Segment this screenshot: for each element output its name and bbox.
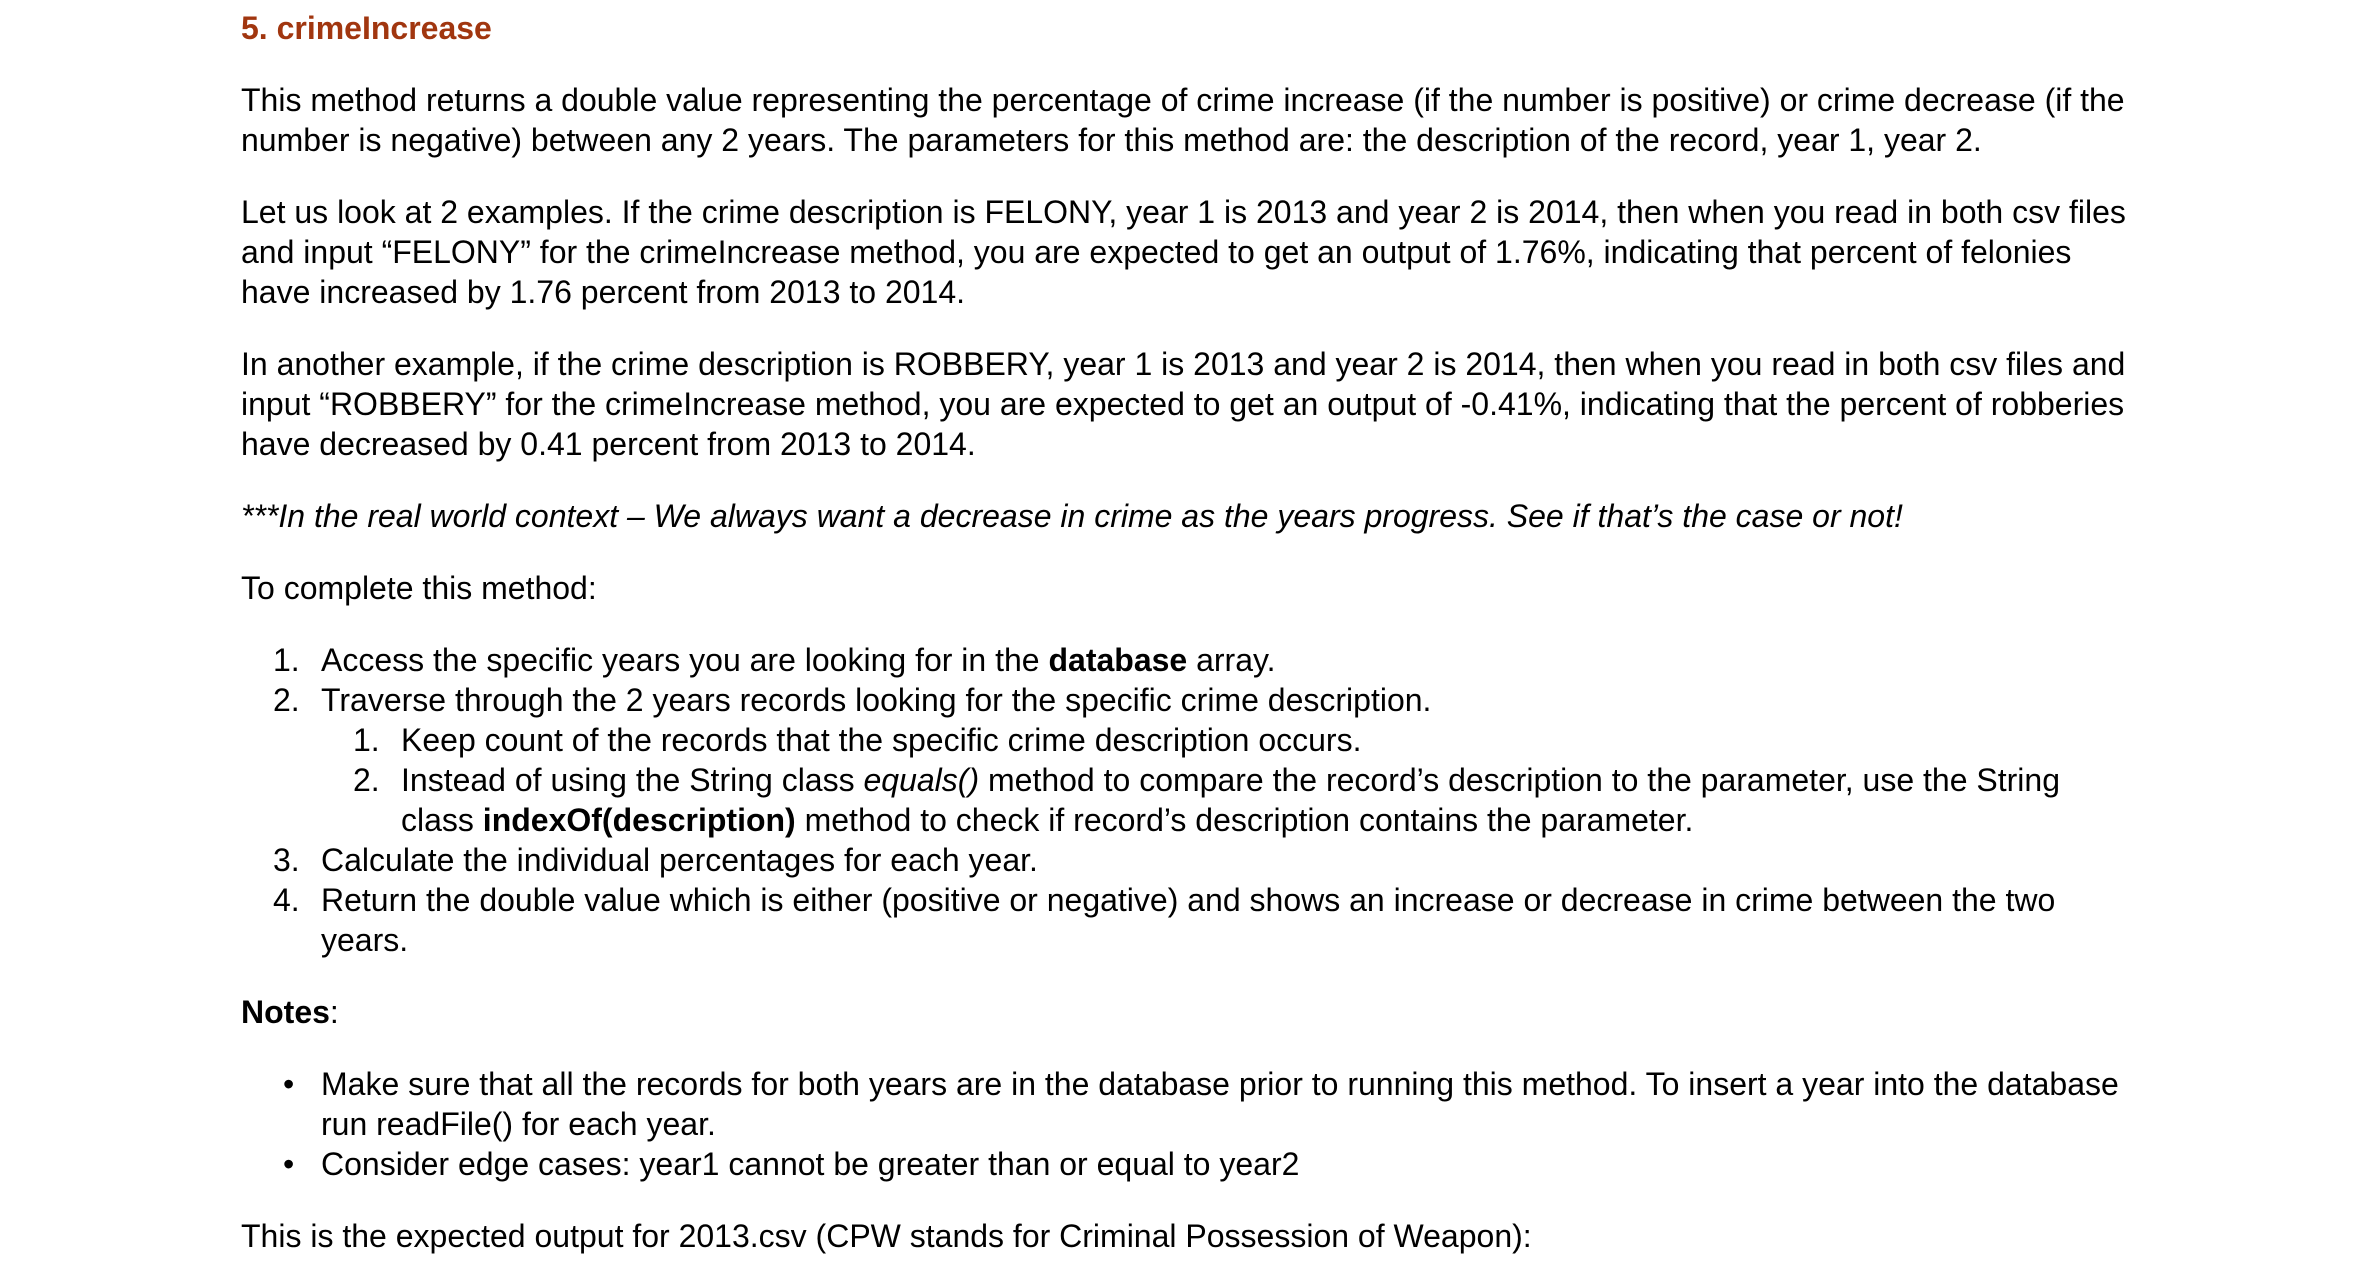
substep-text: Keep count of the records that the specific crime description occurs.: [401, 722, 1362, 758]
step-text: Return the double value which is either (positive or negative) and shows an increase or decrease in crime between the two years.: [321, 882, 2056, 958]
paragraph-steps-intro: To complete this method:: [241, 570, 597, 606]
section-heading: 5. crimeIncrease: [241, 10, 492, 46]
step-item-4: [241, 880, 2141, 960]
step-number: 4.: [273, 882, 300, 918]
step-item-1: [241, 640, 2141, 680]
notes-list: [241, 1064, 2141, 1184]
paragraph-real-world-note: ***In the real world context – We always want a decrease in crime as the years progress. See if that’s the case or not!: [241, 498, 1903, 534]
step-number: 2.: [273, 682, 300, 718]
substep-number: 1.: [353, 722, 380, 758]
bullet-icon: •: [283, 1066, 295, 1102]
steps-list: [241, 640, 2141, 960]
step-text: Calculate the individual percentages for each year.: [321, 842, 1038, 878]
substep-item-1: [321, 720, 2141, 760]
step-number: 1.: [273, 642, 300, 678]
note-text: Make sure that all the records for both years are in the database prior to running this method. To insert a year into the database run readFile() for each year.: [321, 1066, 2119, 1142]
step-item-2: [241, 680, 2141, 840]
notes-label: Notes: [241, 994, 330, 1030]
substeps-list: [321, 720, 2141, 840]
step-text-end: array.: [1187, 642, 1276, 678]
step-text: Access the specific years you are looking for in the: [321, 642, 1049, 678]
step-number: 3.: [273, 842, 300, 878]
step-bold-term: database: [1048, 642, 1188, 678]
paragraph-example-robbery: In another example, if the crime description is ROBBERY, year 1 is 2013 and year 2 is 2014, then when you read in both csv files and input “ROBBERY” for the crimeIncrease method, you are expected to get an output of -0.41%, indicating that the percent of robberies have decreased by 0.41 percent from 2013 to 2014.: [241, 346, 2126, 462]
paragraph-description: This method returns a double value representing the percentage of crime increase (if the number is positive) or crime decrease (if the number is negative) between any 2 years. The parameters for this method are: the description of the record, year 1, year 2.: [241, 82, 2125, 158]
substep-bold-term: indexOf(description): [482, 802, 796, 838]
substep-text-end: method to check if record’s description contains the parameter.: [795, 802, 1694, 838]
step-text: Traverse through the 2 years records looking for the specific crime description.: [321, 682, 1432, 718]
bullet-icon: •: [283, 1146, 295, 1182]
notes-heading: [241, 992, 2141, 1032]
paragraph-example-felony: Let us look at 2 examples. If the crime description is FELONY, year 1 is 2013 and year 2 is 2014, then when you read in both csv files and input “FELONY” for the crimeIncrease method, you are expected to get an output of 1.76%, indicating that percent of felonies have increased by 1.76 percent from 2013 to 2014.: [241, 194, 2126, 310]
document-page: [241, 0, 2141, 1256]
substep-text-mid: method to compare the record’s description to the parameter, use the String class: [401, 762, 2060, 838]
substep-text: Instead of using the String class: [401, 762, 864, 798]
note-item-2: [241, 1144, 2141, 1184]
notes-colon: :: [329, 994, 339, 1030]
substep-item-2: [321, 760, 2141, 840]
paragraph-expected-output: This is the expected output for 2013.csv (CPW stands for Criminal Possession of Weapon):: [241, 1218, 1532, 1254]
note-text: Consider edge cases: year1 cannot be greater than or equal to year2: [321, 1146, 1300, 1182]
step-item-3: [241, 840, 2141, 880]
note-item-1: [241, 1064, 2141, 1144]
substep-italic-term: equals(): [863, 762, 980, 798]
substep-number: 2.: [353, 762, 380, 798]
